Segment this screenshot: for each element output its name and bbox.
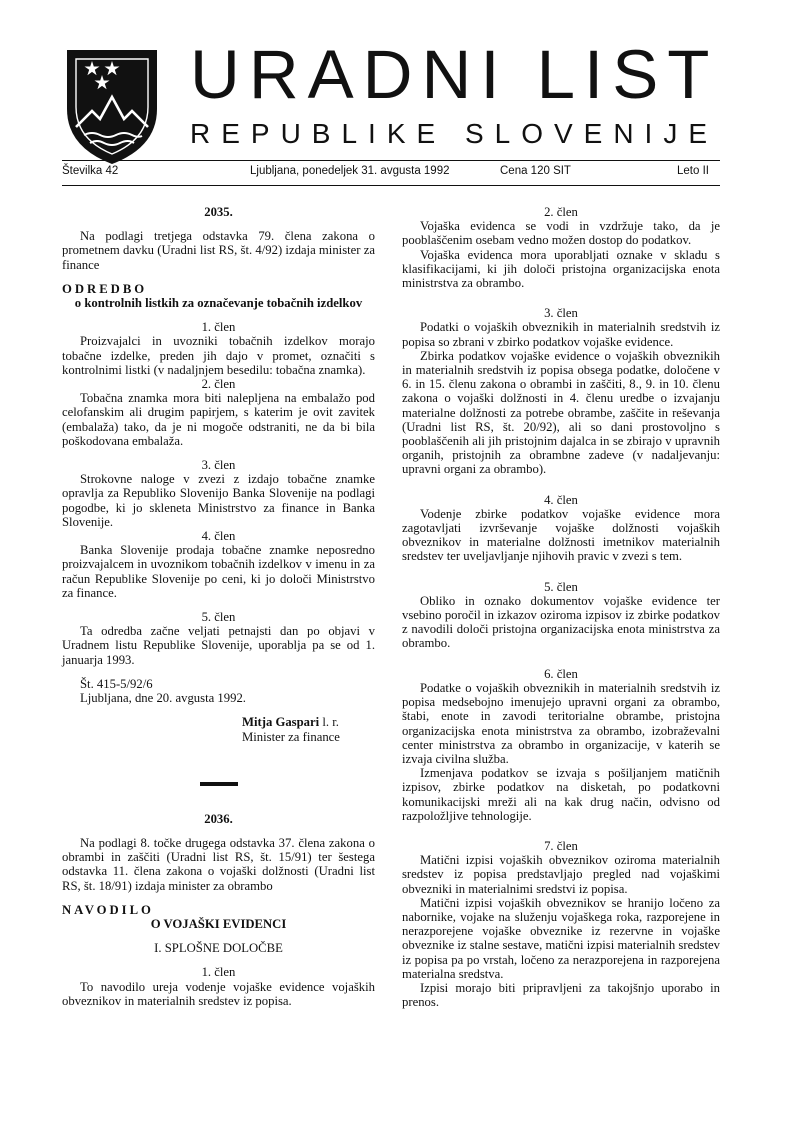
preamble: Na podlagi 8. točke drugega odstavka 37. člena zakona o obrambi in zaščiti (Uradni list RS, št. 15/91) ter šestega odstavka 11. člena zakona o vojaški dolžnosti (Uradni list RS, št. 18/91) izdaja minister za obrambo: [62, 835, 375, 893]
issue-place-date: Ljubljana, ponedeljek 31. avgusta 1992: [250, 165, 450, 177]
article-text: Matični izpisi vojaških obveznikov oziroma materialnih sredstev iz popisa predstavljajo pregled nad vojaškimi obvezniki in materialnimi sredstvi iz popisa.: [402, 853, 720, 896]
article-heading: 3. člen: [544, 306, 578, 321]
issue-year: Leto II: [677, 165, 709, 177]
article-text: Izmenjava podatkov se izvaja s pošiljanjem matičnih izpisov, zbirke podatkov na disketah, po podatkovni komunikacijski mreži ali na kak drug način, odvisno od razpoložljive tehnologije.: [402, 766, 720, 823]
article-text: Vojaška evidenca se vodi in vzdržuje tako, da je pooblaščenim osebam vedno možen dostop do podatkov.: [402, 219, 720, 248]
article-text: Zbirka podatkov vojaške evidence o vojaških obveznikih in materialnih sredstvih iz popisa obsega podatke, določene v 6. in 15. členu zakona o obrambi in zaščiti, 8., 9. in 10. členu zakona o vojaški dolžnosti in 4. členu uredbe o izvajanju materialne dolžnosti za potrebe obrambe, zaščite in reševanja (Uradni list RS, št. 20/92), ali so dani prostovoljno s pooblaščenih ali jih pristojnim dajalca in se zbirajo v upravnih organih, pristojnih za obrambne zadeve (v nadaljevanju: upravni organi za obrambo).: [402, 348, 720, 477]
article-text: Banka Slovenije prodaja tobačne znamke neposredno proizvajalcem in uvoznikom tobačnih izdelkov v imenu in za račun Republike Slovenije po ceni, ki jo določi Ministrstvo za finance.: [62, 543, 375, 600]
article-text: Vodenje zbirke podatkov vojaške evidence mora zagotavljati izvrševanje vojaške dolžnosti vojaških obveznikov in materialne dolžnosti imetnikov materialnih sredstev ter uveljavljanje njihovih pravic v zvezi s tem.: [402, 506, 720, 564]
article-heading: 5. člen: [544, 579, 578, 594]
article-heading: 1. člen: [201, 965, 236, 980]
header-rule-top: [62, 160, 720, 161]
article-heading: 3. člen: [201, 458, 236, 473]
section-heading: I. SPLOŠNE DOLOČBE: [154, 941, 283, 956]
preamble: Na podlagi tretjega odstavka 79. člena zakona o prometnem davku (Uradni list RS, št. 4/92) izdaja minister za finance: [62, 229, 375, 272]
signatory-suffix: l. r.: [319, 715, 339, 730]
right-column: [402, 205, 720, 1009]
masthead-subtitle: REPUBLIKE SLOVENIJE: [190, 118, 719, 149]
article-text: To navodilo ureja vodenje vojaške evidence vojaških obveznikov in materialnih sredstev iz popisa.: [62, 979, 375, 1008]
header-rule-bottom: [62, 185, 720, 186]
article-heading: 4. člen: [201, 529, 236, 544]
masthead-title: URADNI LIST: [190, 36, 719, 113]
article-heading: 7. člen: [544, 838, 578, 853]
article-heading: 2. člen: [544, 205, 578, 219]
article-text: Tobačna znamka mora biti nalepljena na embalažo pod celofanskim ali drugim papirjem, s katerim je ovit zavitek (embalaža) tako, da je ni mogoče odstraniti, ne da bi bila poškodovana embalaža.: [62, 391, 375, 448]
signature-line: [62, 715, 375, 729]
document-number: 2036.: [204, 811, 233, 826]
left-column: [62, 205, 375, 1008]
document-subtitle: O VOJAŠKI EVIDENCI: [150, 916, 287, 931]
article-heading: 1. člen: [201, 320, 236, 335]
document-subtitle: o kontrolnih listkih za označevanje tobačnih izdelkov: [74, 296, 363, 311]
article-text: Proizvajalci in uvozniki tobačnih izdelkov morajo tobačne izdelke, preden jih dajo v promet, označiti s kontrolnimi listki (v nadaljnjem besedilu: tobačna znamka).: [62, 334, 375, 377]
reference-number: Št. 415-5/92/6: [80, 676, 153, 691]
signing-date: Ljubljana, dne 20. avgusta 1992.: [80, 691, 246, 706]
article-heading: 5. člen: [201, 610, 236, 625]
article-text: Podatki o vojaških obveznikih in materialnih sredstvih iz popisa so zbrani v zbirko podatkov vojaške evidence.: [402, 320, 720, 349]
article-heading: 4. člen: [544, 492, 578, 507]
issue-price: Cena 120 SIT: [500, 165, 571, 177]
signatory-role: Minister za finance: [242, 729, 340, 744]
article-text: Izpisi morajo biti pripravljeni za takojšnjo uporabo in prenos.: [402, 980, 720, 1010]
article-heading: 6. člen: [544, 666, 578, 681]
signatory-name: Mitja Gaspari: [242, 715, 320, 730]
article-text: Strokovne naloge v zvezi z izdajo tobačne znamke opravlja za Republiko Slovenijo Banka Slovenije na podlagi pogodbe, ki jo skleneta Ministrstvo za finance in Banka Slovenije.: [62, 472, 375, 529]
article-text: Podatke o vojaških obveznikih in materialnih sredstvih iz popisa medsebojno imenujejo upravni organi za obrambo, štabi, enote in zavodi teritorialne obrambe, pristojna organizacijska enota ministrstva za obrambo, izobraževalni center ministrstva za obrambo in organizacije, v katerih se izvaja civilna služba.: [402, 680, 720, 766]
article-text: Matični izpisi vojaških obveznikov se hranijo ločeno za nabornike, vojake na služenju vojaškega roka, razporejene in nerazporejene vojaške obveznike iz rezervne in vojaške obveznike iz stalne sestave, matični izpisi materialnih sredstev iz popisa pa po vrstah, ločeno za nerazporejena in razporejena materialna sredstva.: [402, 895, 720, 981]
issue-number: Številka 42: [62, 165, 119, 177]
document-title: NAVODILO: [62, 902, 154, 917]
article-text: Vojaška evidenca mora uporabljati oznake v skladu s klasifikacijami, ki jih določi pristojna organizacijska enota ministrstva za obrambo.: [402, 247, 720, 291]
article-heading: 2. člen: [201, 377, 236, 392]
document-number: 2035.: [204, 205, 233, 219]
article-text: Obliko in oznako dokumentov vojaške evidence ter vsebino poročil in izkazov oziroma izpisov iz zbirke podatkov z navodili določi pristojna organizacijska enota ministrstva za obrambo.: [402, 593, 720, 651]
article-text: Ta odredba začne veljati petnajsti dan po objavi v Uradnem listu Republike Slovenije, uporablja pa se od 1. januarja 1993.: [62, 624, 375, 667]
coat-of-arms-icon: [62, 47, 162, 167]
document-title: ODREDBO: [62, 281, 148, 296]
